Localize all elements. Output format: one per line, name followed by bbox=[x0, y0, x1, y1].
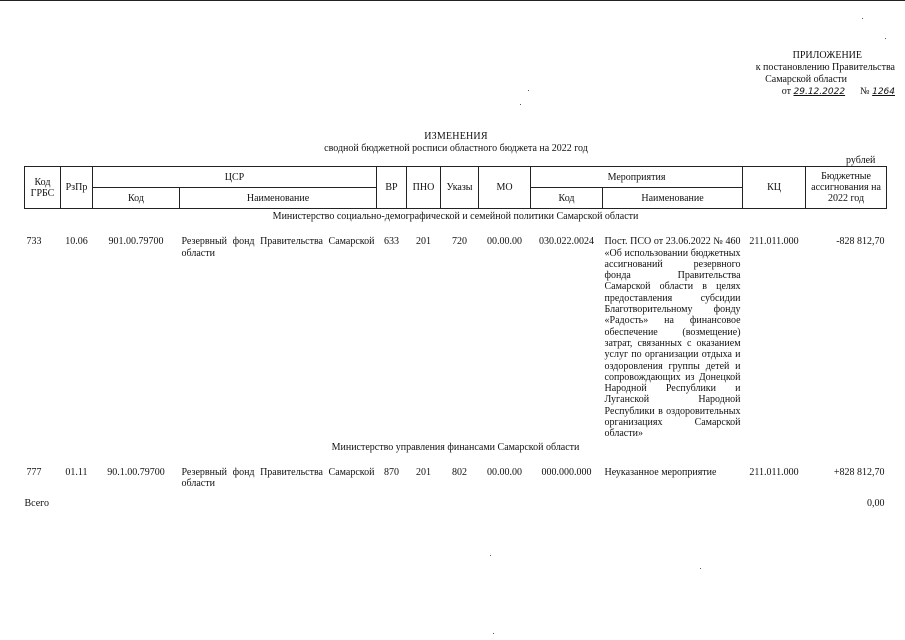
header-csr-code: Код bbox=[93, 188, 180, 209]
total-row bbox=[25, 490, 887, 509]
cell-csr-name: Резервный фонд Правительства Самарской области bbox=[181, 466, 375, 490]
scan-speck bbox=[493, 633, 494, 634]
spacer-row bbox=[25, 222, 887, 236]
document-subtitle: сводной бюджетной росписи областного бюджета на 2022 год bbox=[324, 143, 588, 154]
cell-event-code: 030.022.0024 bbox=[539, 236, 595, 248]
cell-grbs: 733 bbox=[26, 236, 42, 248]
cell-csr-code: 901.00.79700 bbox=[108, 236, 164, 248]
cell-amount: -828 812,70 bbox=[836, 236, 885, 248]
header-events-name: Наименование bbox=[603, 188, 743, 209]
cell-kc: 211.011.000 bbox=[749, 466, 799, 478]
number-value: 1264 bbox=[872, 87, 895, 97]
scan-speck bbox=[700, 568, 701, 569]
document-title-block bbox=[300, 131, 612, 155]
date-prefix: от bbox=[781, 86, 792, 97]
header-kc: КЦ bbox=[743, 167, 806, 209]
header-csr-name: Наименование bbox=[180, 188, 377, 209]
header-events: Мероприятия bbox=[531, 167, 743, 188]
appendix-line2: к постановлению Правительства bbox=[755, 62, 895, 73]
cell-rzpr: 01.11 bbox=[65, 466, 88, 478]
scan-speck bbox=[490, 555, 491, 556]
header-grbs: Код ГРБС bbox=[25, 167, 61, 209]
ministry-name: Министерство управления финансами Самарской области bbox=[331, 441, 580, 453]
ministry-row bbox=[25, 209, 887, 223]
cell-mo: 00.00.00 bbox=[487, 466, 523, 478]
scan-speck bbox=[520, 104, 521, 105]
cell-amount: +828 812,70 bbox=[833, 466, 885, 478]
spacer-row bbox=[25, 453, 887, 467]
header-events-code: Код bbox=[531, 188, 603, 209]
scan-speck bbox=[528, 90, 529, 91]
header-vr: ВР bbox=[377, 167, 407, 209]
cell-csr-name: Резервный фонд Правительства Самарской области bbox=[181, 236, 375, 259]
appendix-date-line bbox=[690, 86, 895, 98]
cell-pno: 201 bbox=[416, 236, 432, 248]
header-ukazy: Указы bbox=[441, 167, 479, 209]
number-prefix: № bbox=[860, 86, 870, 97]
cell-event-name: Пост. ПСО от 23.06.2022 № 460 «Об использовании бюджетных ассигнований резервного фонда Правительства Самарской области в целях предоставления субсидии Благотворительному фонду «Радость» на финансовое обеспечение (возмещение) затрат, связанных с оказанием услуг по организации отдыха и оздоровления группы детей и сопровождающих из Донецкой Народной Республики и Луганской Народной Республики в оздоровительных организациях Самарской области» bbox=[604, 236, 741, 440]
total-label: Всего bbox=[24, 497, 50, 509]
cell-grbs: 777 bbox=[26, 466, 42, 478]
table-row bbox=[25, 467, 887, 490]
cell-pno: 201 bbox=[416, 466, 432, 478]
cell-kc: 211.011.000 bbox=[749, 236, 799, 248]
appendix-title: ПРИЛОЖЕНИЕ bbox=[792, 50, 862, 61]
header-rzpr: РзПр bbox=[61, 167, 93, 209]
cell-event-code: 000.000.000 bbox=[541, 466, 592, 478]
header-budget: Бюджетные ассигнования на 2022 год bbox=[806, 167, 887, 209]
units-label: рублей bbox=[846, 155, 876, 166]
cell-ukazy: 802 bbox=[452, 466, 468, 478]
header-mo: МО bbox=[479, 167, 531, 209]
cell-vr: 870 bbox=[384, 466, 400, 478]
table-row bbox=[25, 236, 887, 439]
appendix-block bbox=[690, 50, 895, 98]
total-amount: 0,00 bbox=[867, 497, 885, 509]
scan-speck bbox=[862, 18, 863, 19]
ministry-name: Министерство социально-демографической и семейной политики Самарской области bbox=[272, 211, 639, 222]
document-title: ИЗМЕНЕНИЯ bbox=[424, 131, 488, 142]
top-border-line bbox=[0, 0, 905, 1]
cell-mo: 00.00.00 bbox=[487, 236, 523, 248]
cell-rzpr: 10.06 bbox=[65, 236, 88, 248]
cell-csr-code: 90.1.00.79700 bbox=[107, 466, 165, 478]
ministry-row bbox=[25, 440, 887, 453]
cell-event-name: Неуказанное мероприятие bbox=[604, 466, 717, 478]
header-pno: ПНО bbox=[407, 167, 441, 209]
date-value: 29.12.2022 bbox=[793, 87, 846, 97]
header-csr: ЦСР bbox=[93, 167, 377, 188]
appendix-line3: Самарской области bbox=[765, 74, 847, 85]
cell-ukazy: 720 bbox=[452, 236, 468, 248]
budget-changes-table bbox=[24, 166, 887, 509]
scan-speck bbox=[885, 38, 886, 39]
cell-vr: 633 bbox=[384, 236, 400, 248]
